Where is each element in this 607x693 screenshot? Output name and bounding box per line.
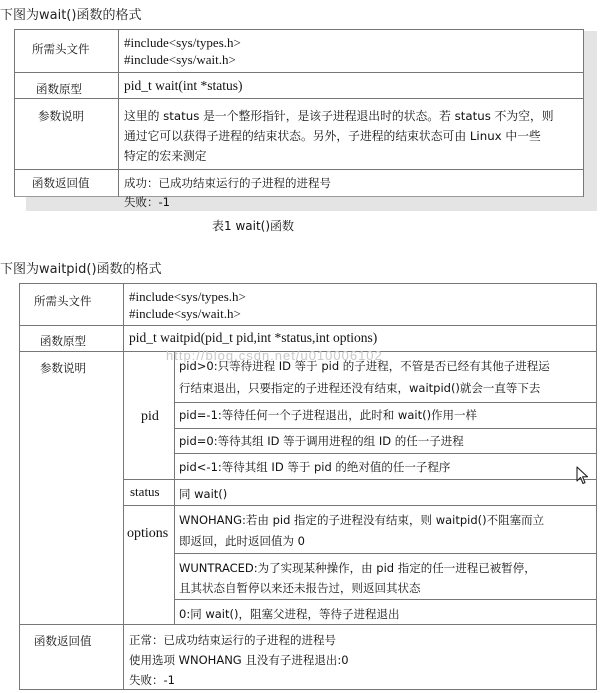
- param-name-status: status: [130, 484, 160, 499]
- table2-prototype: pid_t waitpid(pid_t pid,int *status,int options): [129, 330, 378, 345]
- table1-param-line-3: 特定的宏来测定: [124, 149, 207, 163]
- table1-param-line-1: 这里的 status 是一个整形指针，是该子进程退出时的状态。若 status 不为空，则: [124, 109, 554, 123]
- options-wuntraced-line2: 且其状态自暂停以来还未报告过，则返回其状态: [179, 581, 421, 595]
- table1-label-return: 函数返回值: [32, 176, 90, 190]
- watermark: http://blog.csdn.net/u010006102: [166, 348, 383, 363]
- param-name-options: options: [127, 526, 169, 541]
- table2-heading: 下图为waitpid()函数的格式: [0, 262, 162, 277]
- options-wnohang-line1: WNOHANG:若由 pid 指定的子进程没有结束，则 waitpid()不阻塞而立: [179, 513, 545, 527]
- table1-label-prototype: 函数原型: [36, 82, 82, 96]
- table2-include-wait: #include<sys/wait.h>: [129, 306, 241, 321]
- table1-prototype: pid_t wait(int *status): [124, 78, 243, 93]
- table2-label-headers: 所需头文件: [34, 294, 92, 308]
- table1-return-success: 成功：已成功结束运行的子进程的进程号: [124, 176, 331, 190]
- table1-heading: 下图为wait()函数的格式: [0, 8, 142, 23]
- param-name-pid: pid: [141, 409, 159, 424]
- table2-return-normal: 正常：已成功结束运行的子进程的进程号: [129, 633, 336, 647]
- table1-param-line-2: 通过它可以获得子进程的结束状态。另外，子进程的结束状态可由 Linux 中一些: [124, 129, 541, 143]
- options-wnohang-line2: 即返回，此时返回值为 0: [179, 534, 305, 548]
- pid-option-eq0: pid=0:等待其组 ID 等于调用进程的组 ID 的任一子进程: [179, 434, 464, 448]
- pid-option-gt0-line1: pid>0:只等待进程 ID 等于 pid 的子进程，不管是否已经有其他子进程运: [179, 359, 550, 373]
- options-wuntraced-line1: WUNTRACED:为了实现某种操作，由 pid 指定的任一进程已被暂停，: [179, 561, 536, 575]
- table2-label-return: 函数返回值: [34, 634, 92, 648]
- table1-include-types: #include<sys/types.h>: [124, 35, 241, 50]
- table2-label-params: 参数说明: [40, 361, 86, 375]
- pid-option-lt-neg1: pid<-1:等待其组 ID 等于 pid 的绝对值的任一子程序: [179, 460, 451, 474]
- status-option: 同 wait(): [179, 487, 228, 501]
- table2-return-wnohang: 使用选项 WNOHANG 且没有子进程退出:0: [129, 653, 349, 667]
- table1-caption: 表1 wait()函数: [212, 219, 295, 233]
- table1-return-failure: 失败：-1: [124, 195, 170, 209]
- table1-label-headers: 所需头文件: [32, 42, 90, 56]
- table1-include-wait: #include<sys/wait.h>: [124, 52, 236, 67]
- table2-return-failure: 失败：-1: [129, 673, 175, 687]
- pid-option-gt0-line2: 行结束退出，只要指定的子进程还没有结束，waitpid()就会一直等下去: [179, 381, 541, 395]
- pid-option-eq-neg1: pid=-1:等待任何一个子进程退出，此时和 wait()作用一样: [179, 408, 478, 422]
- options-zero: 0:同 wait()，阻塞父进程，等待子进程退出: [179, 607, 400, 621]
- table2-label-prototype: 函数原型: [40, 334, 86, 348]
- table1-label-params: 参数说明: [38, 109, 84, 123]
- mouse-cursor-icon: [576, 466, 590, 486]
- table2-include-types: #include<sys/types.h>: [129, 289, 246, 304]
